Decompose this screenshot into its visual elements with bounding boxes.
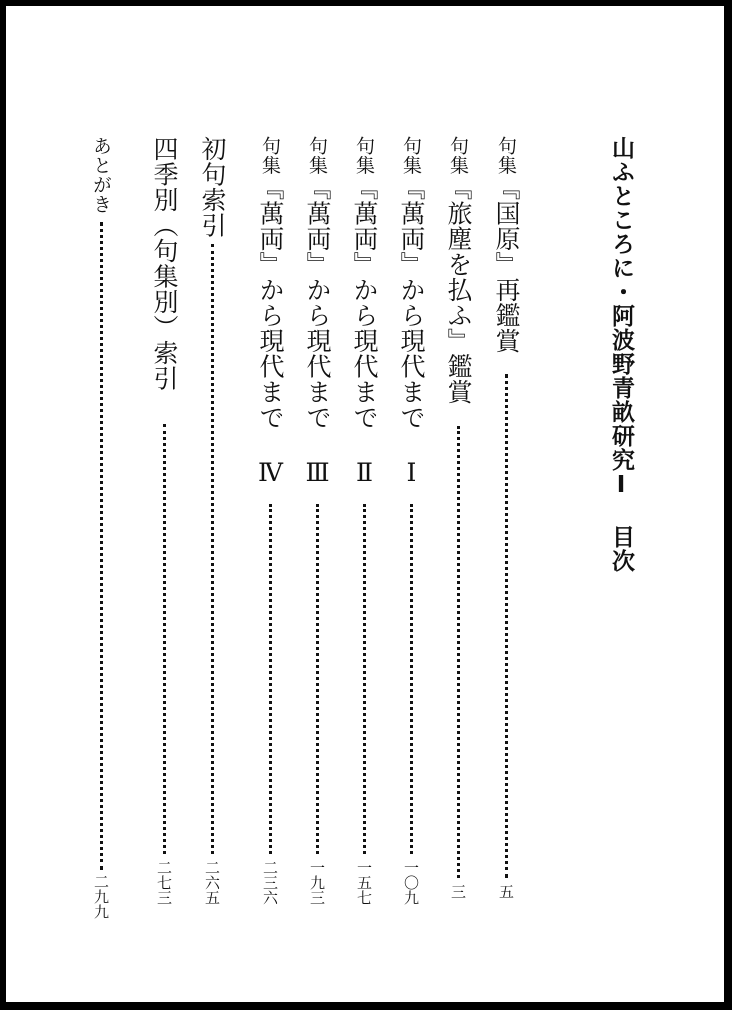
toc-entry[interactable] — [391, 136, 431, 926]
entry-title: 『萬両』から現代まで — [256, 175, 285, 430]
part-numeral: Ⅰ — [397, 458, 426, 488]
toc-entry[interactable] — [344, 136, 384, 926]
entry-title: 初句索引 — [198, 136, 227, 238]
page-number: 二九九 — [92, 874, 110, 919]
series-label: 句集 — [447, 136, 469, 175]
entry-title: 『萬両』から現代まで — [303, 175, 332, 430]
entry-title: 『萬両』から現代まで — [397, 175, 426, 430]
page-number: 二三六 — [261, 860, 279, 905]
page-number: 二六五 — [203, 860, 221, 905]
entry-title: 四季別（句集別）索引 — [150, 136, 179, 391]
dot-leader — [163, 424, 166, 854]
entry-title: あとがき — [90, 136, 112, 214]
dot-leader — [316, 504, 319, 854]
entry-title: 『旅塵を払ふ』鑑賞 — [444, 175, 473, 405]
series-label: 句集 — [259, 136, 281, 175]
page-number: 一〇九 — [402, 860, 420, 905]
page-number: 一九三 — [308, 860, 326, 905]
series-label: 句集 — [495, 136, 517, 175]
book-title: 山ふところに・阿波野青畝研究Ⅰ目次 — [608, 136, 634, 573]
title-column — [601, 136, 641, 926]
page-number: 二七三 — [155, 860, 173, 905]
series-label: 句集 — [306, 136, 328, 175]
page-number: 五 — [497, 884, 515, 899]
toc-heading: 目次 — [608, 525, 634, 573]
dot-leader — [269, 504, 272, 854]
series-label: 句集 — [400, 136, 422, 175]
part-numeral: Ⅳ — [256, 458, 285, 488]
toc-entry[interactable] — [144, 136, 184, 926]
dot-leader — [211, 244, 214, 854]
series-label: 句集 — [353, 136, 375, 175]
toc-entry[interactable] — [486, 136, 526, 926]
entry-title: 『萬両』から現代まで — [350, 175, 379, 430]
dot-leader — [100, 222, 103, 870]
toc-entry[interactable] — [297, 136, 337, 926]
toc-entry[interactable] — [250, 136, 290, 926]
part-numeral: Ⅱ — [350, 458, 379, 488]
dot-leader — [363, 504, 366, 854]
toc-entry[interactable] — [81, 136, 121, 926]
toc-entry[interactable] — [192, 136, 232, 926]
page-number: 一五七 — [355, 860, 373, 905]
toc-page — [6, 6, 724, 1002]
dot-leader — [410, 504, 413, 854]
page-number: 三 — [449, 884, 467, 899]
dot-leader — [505, 374, 508, 878]
part-numeral: Ⅲ — [303, 458, 332, 488]
dot-leader — [457, 426, 460, 878]
entry-title: 『国原』再鑑賞 — [492, 175, 521, 354]
toc-entry[interactable] — [438, 136, 478, 926]
